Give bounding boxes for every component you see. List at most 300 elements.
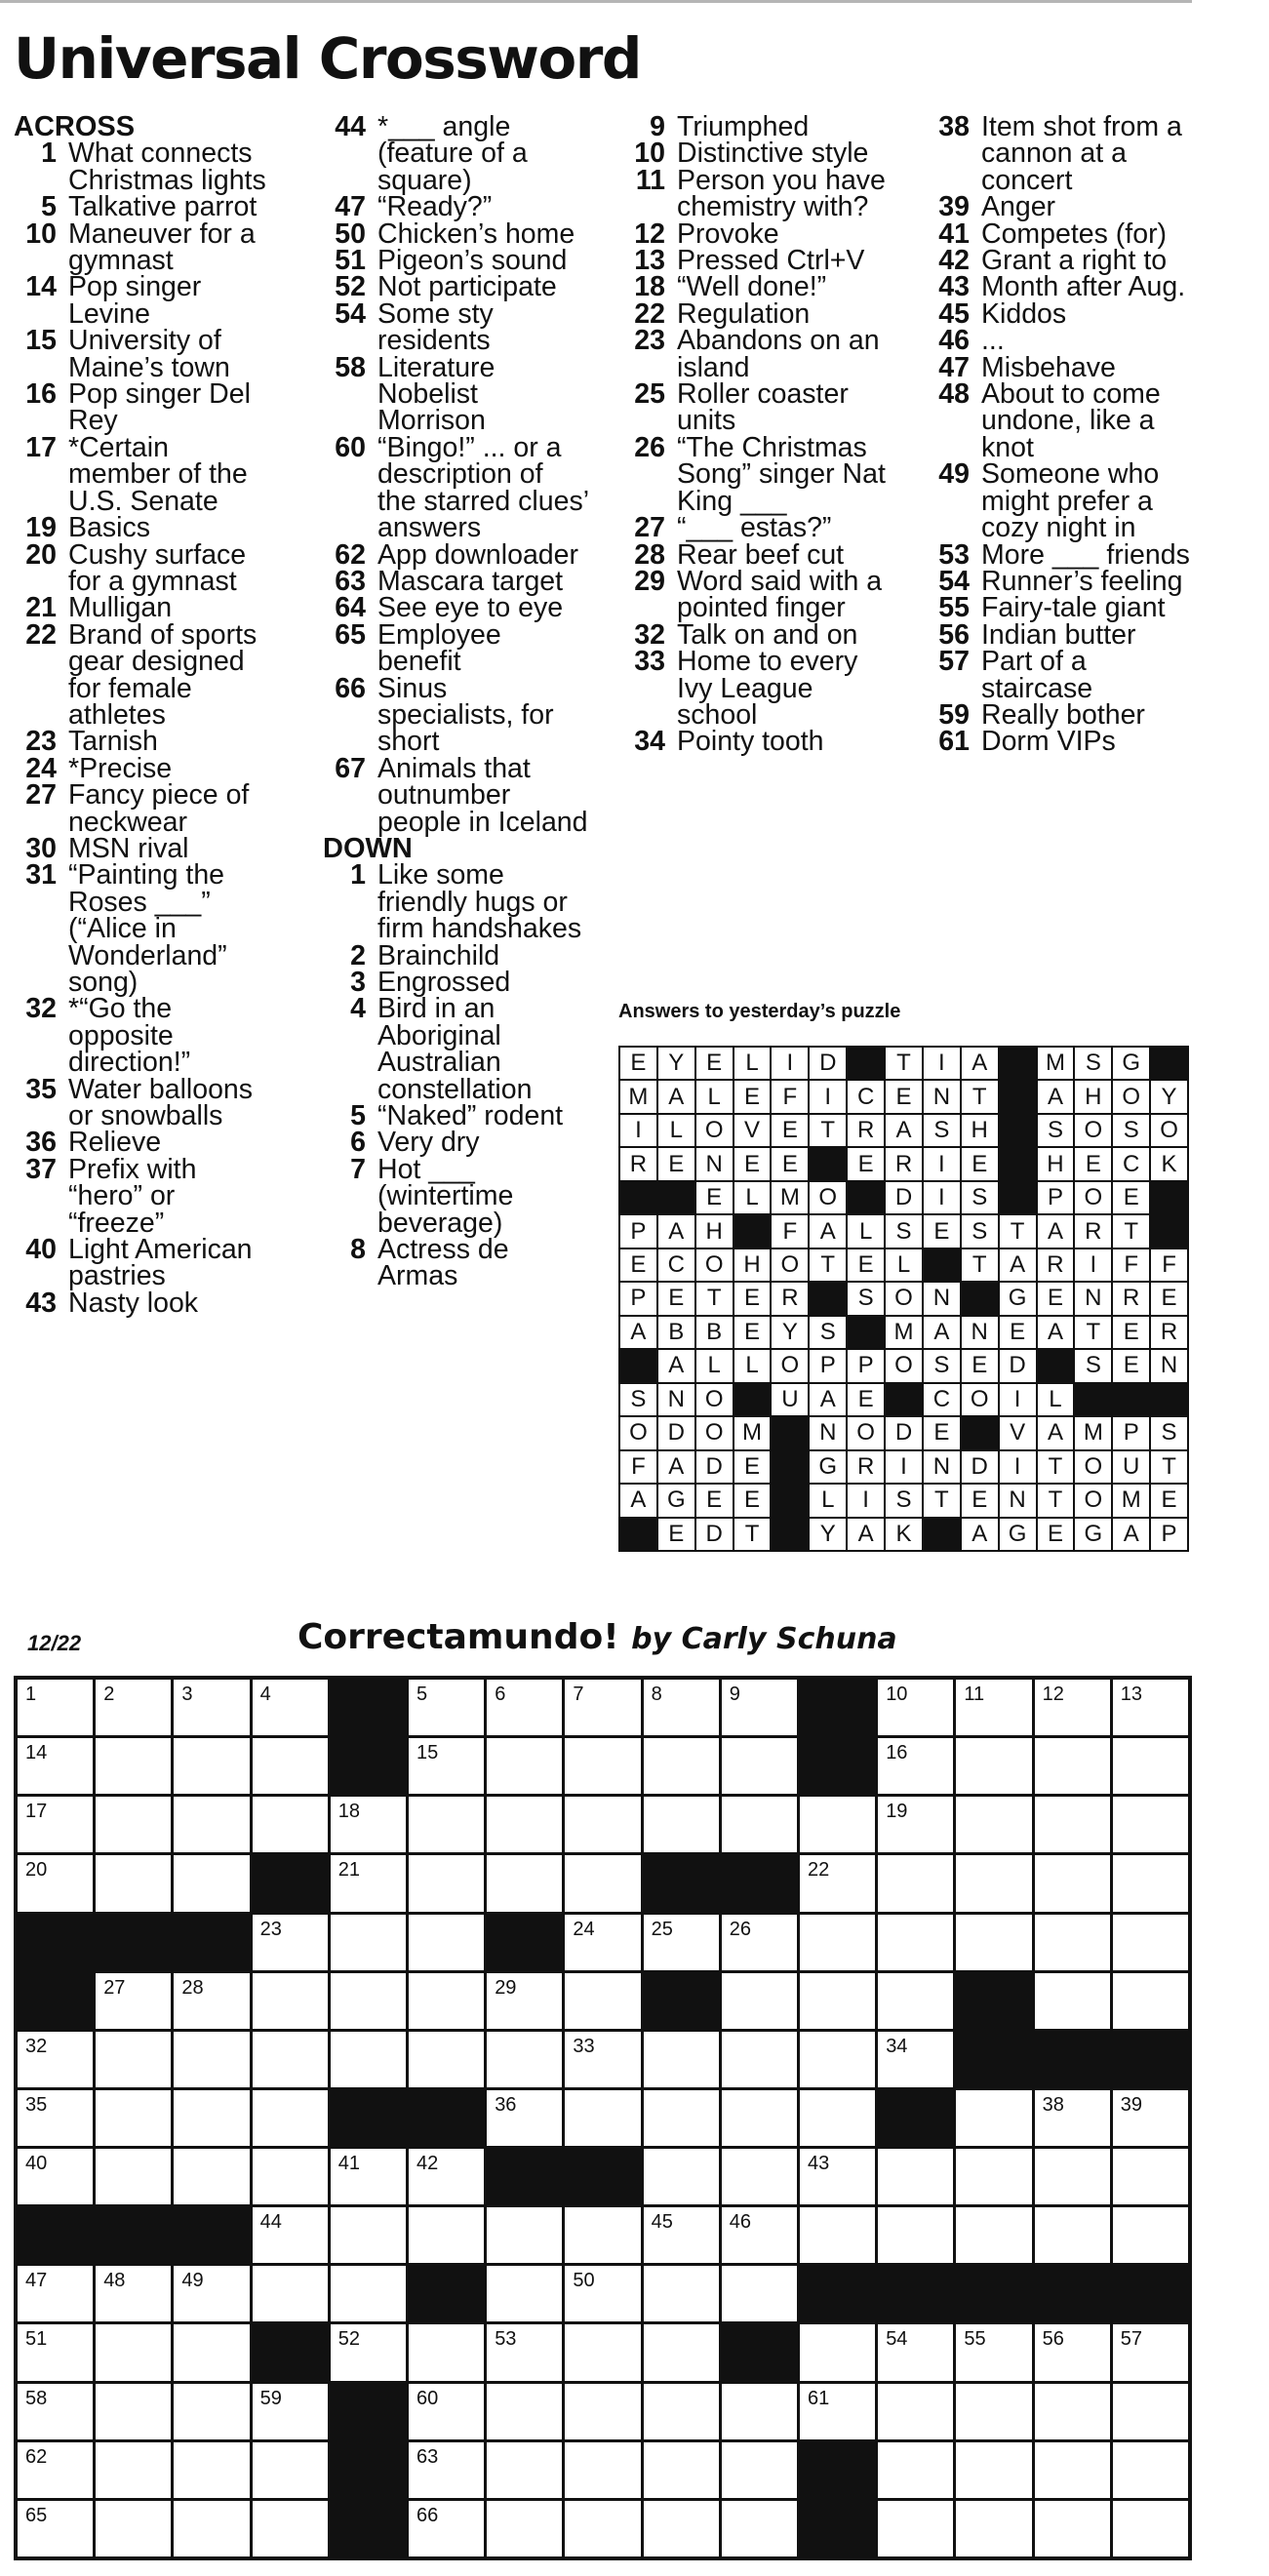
grid-cell[interactable]	[409, 2207, 484, 2263]
grid-cell[interactable]	[331, 2324, 406, 2380]
clue-text: “Painting the Roses ___” (“Alice in Wonderland” song)	[68, 859, 227, 998]
grid-cell[interactable]	[174, 2324, 249, 2380]
grid-cell[interactable]	[956, 1738, 1031, 1794]
grid-cell[interactable]	[878, 2207, 953, 2263]
clue-text: Brand of sports gear designed for female athletes	[68, 618, 258, 731]
grid-cell[interactable]	[1113, 1973, 1188, 2029]
grid-cell[interactable]	[331, 1915, 406, 1970]
grid-cell[interactable]	[253, 1797, 328, 1852]
grid-cell[interactable]	[253, 1680, 328, 1735]
grid-cell[interactable]	[96, 2324, 171, 2380]
grid-cell[interactable]	[96, 2032, 171, 2087]
answer-cell: S	[962, 1215, 998, 1247]
clue-number: 32	[634, 618, 665, 651]
clue	[927, 565, 1192, 597]
grid-cell[interactable]	[565, 2324, 640, 2380]
grid-cell[interactable]	[956, 1855, 1031, 1911]
grid-cell[interactable]	[409, 1915, 484, 1970]
grid-cell[interactable]	[1113, 2324, 1188, 2380]
grid-block	[331, 1680, 406, 1735]
grid-cell[interactable]	[1035, 2149, 1110, 2204]
clue-number: 45	[938, 297, 970, 330]
answer-cell: M	[620, 1081, 656, 1112]
cell-number: 55	[964, 2328, 986, 2351]
grid-cell[interactable]	[878, 2032, 953, 2087]
answer-cell: V	[734, 1115, 771, 1146]
grid-block	[800, 1738, 875, 1794]
grid-cell[interactable]	[722, 1797, 797, 1852]
grid-cell[interactable]	[253, 2501, 328, 2556]
grid-cell[interactable]	[487, 2442, 562, 2498]
grid-cell[interactable]	[331, 1797, 406, 1852]
grid-cell[interactable]	[878, 1797, 953, 1852]
grid-cell[interactable]	[18, 1797, 93, 1852]
grid-cell[interactable]	[878, 2501, 953, 2556]
clue	[14, 726, 277, 758]
grid-cell[interactable]	[1113, 1738, 1188, 1794]
grid-cell[interactable]	[722, 2384, 797, 2439]
grid-cell[interactable]	[253, 2266, 328, 2321]
answer-cell: P	[848, 1350, 884, 1381]
grid-cell[interactable]	[331, 1855, 406, 1911]
grid-cell[interactable]	[253, 1973, 328, 2029]
grid-cell[interactable]	[878, 1738, 953, 1794]
clue	[622, 271, 888, 303]
cell-number: 47	[25, 2270, 48, 2292]
grid-cell[interactable]	[1035, 2324, 1110, 2380]
grid-cell[interactable]	[96, 1680, 171, 1735]
grid-cell[interactable]	[878, 1973, 953, 2029]
grid-cell[interactable]	[565, 2442, 640, 2498]
grid-cell[interactable]	[1035, 2501, 1110, 2556]
answer-cell: E	[848, 1148, 884, 1179]
grid-cell[interactable]	[800, 2384, 875, 2439]
grid-cell[interactable]	[644, 2032, 719, 2087]
grid-cell[interactable]	[565, 2207, 640, 2263]
grid-cell[interactable]	[1113, 2442, 1188, 2498]
grid-cell[interactable]	[96, 2384, 171, 2439]
cell-number: 61	[807, 2387, 830, 2409]
grid-cell[interactable]	[253, 2032, 328, 2087]
grid-cell[interactable]	[96, 1973, 171, 2029]
grid-cell[interactable]	[956, 1680, 1031, 1735]
grid-cell[interactable]	[174, 1738, 249, 1794]
grid-cell[interactable]	[409, 2032, 484, 2087]
grid-cell[interactable]	[174, 2384, 249, 2439]
grid-cell[interactable]	[174, 2442, 249, 2498]
grid-cell[interactable]	[487, 2501, 562, 2556]
grid-cell[interactable]	[487, 2266, 562, 2321]
clue-number: 22	[634, 297, 665, 330]
cell-number: 23	[259, 1918, 282, 1940]
grid-block	[409, 2266, 484, 2321]
grid-cell[interactable]	[18, 1855, 93, 1911]
cell-number: 49	[181, 2270, 204, 2292]
grid-cell[interactable]	[878, 2442, 953, 2498]
grid-cell[interactable]	[409, 2384, 484, 2439]
answer-cell: A	[962, 1519, 998, 1550]
grid-cell[interactable]	[644, 1738, 719, 1794]
grid-cell[interactable]	[1035, 2442, 1110, 2498]
grid-cell[interactable]	[878, 1855, 953, 1911]
clue-number: 54	[335, 297, 366, 330]
grid-cell[interactable]	[1035, 1855, 1110, 1911]
grid-cell[interactable]	[644, 2442, 719, 2498]
clue	[14, 218, 277, 277]
grid-cell[interactable]	[96, 1738, 171, 1794]
grid-cell[interactable]	[956, 2207, 1031, 2263]
answer-block	[962, 1417, 998, 1448]
answer-cell: T	[810, 1115, 846, 1146]
clue-text: *___ angle (feature of a square)	[377, 111, 528, 196]
answer-cell: P	[620, 1215, 656, 1247]
clue-text: Some sty residents	[377, 297, 494, 357]
clue-number: 31	[25, 859, 57, 892]
grid-cell[interactable]	[800, 1797, 875, 1852]
grid-cell[interactable]	[565, 1915, 640, 1970]
grid-cell[interactable]	[1113, 1797, 1188, 1852]
grid-cell[interactable]	[18, 2384, 93, 2439]
grid-cell[interactable]	[409, 2501, 484, 2556]
answer-cell: M	[886, 1317, 922, 1348]
clue	[622, 646, 888, 731]
grid-cell[interactable]	[1035, 1915, 1110, 1970]
clue	[14, 859, 277, 998]
grid-cell[interactable]	[565, 1855, 640, 1911]
grid-cell[interactable]	[565, 2384, 640, 2439]
grid-cell[interactable]	[1113, 2501, 1188, 2556]
grid-cell[interactable]	[1113, 1680, 1188, 1735]
grid-cell[interactable]	[18, 2032, 93, 2087]
grid-cell[interactable]	[644, 2090, 719, 2146]
grid-cell[interactable]	[409, 1855, 484, 1911]
grid-cell[interactable]	[331, 2149, 406, 2204]
grid-cell[interactable]	[96, 2149, 171, 2204]
grid-cell[interactable]	[644, 2207, 719, 2263]
grid-cell[interactable]	[409, 1973, 484, 2029]
grid-cell[interactable]	[956, 1915, 1031, 1970]
grid-cell[interactable]	[722, 2207, 797, 2263]
grid-cell[interactable]	[487, 1680, 562, 1735]
grid-cell[interactable]	[565, 1680, 640, 1735]
answer-cell: C	[924, 1384, 960, 1415]
clue	[622, 218, 888, 250]
grid-cell[interactable]	[878, 2149, 953, 2204]
grid-block	[956, 1973, 1031, 2029]
grid-cell[interactable]	[956, 2090, 1031, 2146]
grid-cell[interactable]	[96, 1855, 171, 1911]
clue-number: 26	[634, 431, 665, 463]
grid-cell[interactable]	[96, 2090, 171, 2146]
grid-cell[interactable]	[253, 2207, 328, 2263]
grid-cell[interactable]	[253, 2442, 328, 2498]
grid-cell[interactable]	[800, 1915, 875, 1970]
cell-number: 28	[181, 1976, 204, 1999]
grid-cell[interactable]	[1035, 2090, 1110, 2146]
answer-cell: R	[620, 1148, 656, 1179]
answer-cell: T	[1000, 1215, 1036, 1247]
answer-block	[772, 1451, 808, 1483]
grid-cell[interactable]	[956, 2501, 1031, 2556]
clue	[14, 592, 277, 624]
clue-number: 24	[25, 752, 57, 784]
grid-cell[interactable]	[878, 1680, 953, 1735]
answer-cell: R	[1075, 1215, 1111, 1247]
grid-cell[interactable]	[800, 2324, 875, 2380]
clue	[14, 1287, 277, 1319]
grid-cell[interactable]	[18, 2501, 93, 2556]
grid-cell[interactable]	[565, 2032, 640, 2087]
grid-cell[interactable]	[565, 1738, 640, 1794]
grid-cell[interactable]	[1035, 1797, 1110, 1852]
grid-cell[interactable]	[18, 1738, 93, 1794]
grid-cell[interactable]	[1035, 1738, 1110, 1794]
answer-cell: L	[696, 1350, 733, 1381]
cell-number: 63	[416, 2445, 439, 2468]
answer-cell: T	[1151, 1451, 1187, 1483]
cell-number: 39	[1120, 2093, 1143, 2116]
grid-cell[interactable]	[18, 2442, 93, 2498]
grid-cell[interactable]	[644, 1680, 719, 1735]
answer-cell: K	[886, 1519, 922, 1550]
grid-cell[interactable]	[331, 2266, 406, 2321]
grid-cell[interactable]	[1035, 1680, 1110, 1735]
grid-cell[interactable]	[722, 1973, 797, 2029]
grid-cell[interactable]	[331, 1973, 406, 2029]
grid-cell[interactable]	[487, 2207, 562, 2263]
grid-cell[interactable]	[722, 2090, 797, 2146]
grid-cell[interactable]	[1113, 2384, 1188, 2439]
answer-block	[1151, 1215, 1187, 1247]
grid-cell[interactable]	[722, 2149, 797, 2204]
grid-cell[interactable]	[956, 2324, 1031, 2380]
grid-cell[interactable]	[722, 1915, 797, 1970]
grid-cell[interactable]	[253, 1738, 328, 1794]
clue-text: Really bother	[981, 698, 1145, 731]
clue	[14, 618, 277, 731]
grid-cell[interactable]	[487, 1855, 562, 1911]
grid-cell[interactable]	[174, 2149, 249, 2204]
grid-cell[interactable]	[644, 1797, 719, 1852]
answer-cell: E	[1075, 1148, 1111, 1179]
cell-number: 44	[259, 2211, 282, 2234]
grid-cell[interactable]	[565, 2501, 640, 2556]
grid-cell[interactable]	[253, 2149, 328, 2204]
answer-cell: R	[848, 1451, 884, 1483]
grid-cell[interactable]	[800, 2090, 875, 2146]
grid-cell[interactable]	[565, 2090, 640, 2146]
grid-cell[interactable]	[331, 2032, 406, 2087]
clue-number: 59	[938, 698, 970, 731]
grid-cell[interactable]	[1113, 1915, 1188, 1970]
grid-cell[interactable]	[800, 2207, 875, 2263]
answer-cell: E	[658, 1519, 694, 1550]
grid-cell[interactable]	[800, 2032, 875, 2087]
answer-cell: Y	[658, 1048, 694, 1079]
grid-cell[interactable]	[253, 2384, 328, 2439]
grid-cell[interactable]	[487, 2384, 562, 2439]
grid-cell[interactable]	[409, 1738, 484, 1794]
clue-number: 5	[350, 1100, 366, 1132]
grid-block	[1035, 2032, 1110, 2087]
clue-text: “Ready?”	[377, 191, 493, 223]
clue-text: Pointy tooth	[677, 726, 824, 758]
grid-cell[interactable]	[253, 1915, 328, 1970]
grid-cell[interactable]	[174, 2501, 249, 2556]
grid-cell[interactable]	[18, 1680, 93, 1735]
clue	[323, 1127, 588, 1159]
answer-cell: F	[772, 1215, 808, 1247]
grid-cell[interactable]	[331, 2207, 406, 2263]
clue	[927, 378, 1192, 463]
grid-cell[interactable]	[174, 2032, 249, 2087]
grid-cell[interactable]	[1113, 2149, 1188, 2204]
grid-cell[interactable]	[174, 1973, 249, 2029]
grid-cell[interactable]	[878, 2324, 953, 2380]
answer-cell: L	[1038, 1384, 1074, 1415]
grid-cell[interactable]	[487, 1738, 562, 1794]
answer-cell: S	[848, 1283, 884, 1314]
clue-number: 21	[25, 592, 57, 624]
grid-cell[interactable]	[409, 2442, 484, 2498]
answer-cell: A	[620, 1485, 656, 1516]
grid-cell[interactable]	[1035, 2207, 1110, 2263]
grid-cell[interactable]	[644, 2501, 719, 2556]
grid-cell[interactable]	[878, 1915, 953, 1970]
grid-cell[interactable]	[565, 2266, 640, 2321]
answer-cell: S	[886, 1215, 922, 1247]
answer-cell: O	[1113, 1081, 1149, 1112]
clue-number: 48	[938, 378, 970, 411]
clue	[622, 378, 888, 437]
grid-cell[interactable]	[878, 2384, 953, 2439]
grid-cell[interactable]	[800, 2149, 875, 2204]
answer-cell: O	[696, 1384, 733, 1415]
clue-number: 36	[25, 1127, 57, 1159]
clue	[323, 1100, 588, 1132]
grid-cell[interactable]	[1035, 1973, 1110, 2029]
grid-cell[interactable]	[565, 1797, 640, 1852]
grid-cell[interactable]	[96, 2501, 171, 2556]
answer-cell: E	[1000, 1317, 1036, 1348]
cell-number: 54	[886, 2328, 908, 2351]
cell-number: 36	[495, 2093, 517, 2116]
clue-text: More ___ friends	[981, 538, 1190, 571]
grid-cell[interactable]	[956, 2384, 1031, 2439]
grid-cell[interactable]	[96, 2266, 171, 2321]
grid-cell[interactable]	[800, 1855, 875, 1911]
grid-cell[interactable]	[96, 2442, 171, 2498]
clue-text: “The Christmas Song” singer Nat King ___	[677, 431, 886, 517]
grid-cell[interactable]	[174, 1797, 249, 1852]
grid-cell[interactable]	[174, 2266, 249, 2321]
answer-block	[924, 1249, 960, 1281]
grid-block	[409, 2090, 484, 2146]
grid-cell[interactable]	[18, 2266, 93, 2321]
grid-cell[interactable]	[1113, 2090, 1188, 2146]
grid-cell[interactable]	[487, 2090, 562, 2146]
grid-cell[interactable]	[956, 2442, 1031, 2498]
clue-number: 23	[25, 726, 57, 758]
clue	[14, 832, 277, 864]
grid-cell[interactable]	[174, 1855, 249, 1911]
grid-cell[interactable]	[644, 2266, 719, 2321]
answer-cell: T	[886, 1048, 922, 1079]
grid-cell[interactable]	[409, 1797, 484, 1852]
grid-cell[interactable]	[956, 2149, 1031, 2204]
grid-cell[interactable]	[722, 2501, 797, 2556]
grid-cell[interactable]	[956, 1797, 1031, 1852]
grid-cell[interactable]	[722, 2032, 797, 2087]
grid-cell[interactable]	[722, 2442, 797, 2498]
answer-cell: Y	[772, 1317, 808, 1348]
grid-cell[interactable]	[722, 2266, 797, 2321]
grid-cell[interactable]	[253, 2090, 328, 2146]
grid-cell[interactable]	[18, 2149, 93, 2204]
grid-cell[interactable]	[18, 2090, 93, 2146]
clue-number: 10	[634, 138, 665, 170]
grid-cell[interactable]	[96, 1797, 171, 1852]
grid-cell[interactable]	[644, 2324, 719, 2380]
grid-cell[interactable]	[487, 1797, 562, 1852]
grid-cell[interactable]	[644, 1915, 719, 1970]
grid-cell[interactable]	[18, 2324, 93, 2380]
answer-cell: E	[734, 1081, 771, 1112]
grid-cell[interactable]	[800, 1973, 875, 2029]
grid-cell[interactable]	[409, 2149, 484, 2204]
answer-cell: A	[1113, 1519, 1149, 1550]
grid-cell[interactable]	[1113, 2207, 1188, 2263]
clue-number: 33	[634, 646, 665, 678]
grid-cell[interactable]	[1113, 1855, 1188, 1911]
grid-cell[interactable]	[644, 2149, 719, 2204]
grid-cell[interactable]	[174, 1680, 249, 1735]
answer-cell: F	[620, 1451, 656, 1483]
answer-block	[848, 1182, 884, 1213]
answer-cell: H	[734, 1249, 771, 1281]
grid-block	[800, 1680, 875, 1735]
across-heading: ACROSS	[14, 111, 136, 142]
grid-block	[331, 2384, 406, 2439]
clue	[622, 726, 888, 758]
answer-cell: G	[658, 1485, 694, 1516]
answer-block	[810, 1148, 846, 1179]
answer-cell: T	[1038, 1485, 1074, 1516]
grid-block	[18, 2207, 93, 2263]
grid-cell[interactable]	[644, 2384, 719, 2439]
answer-cell: F	[772, 1081, 808, 1112]
grid-cell[interactable]	[722, 1680, 797, 1735]
grid-cell[interactable]	[409, 1680, 484, 1735]
grid-cell[interactable]	[487, 2324, 562, 2380]
grid-cell[interactable]	[487, 1973, 562, 2029]
grid-cell[interactable]	[174, 2090, 249, 2146]
answer-cell: T	[1038, 1451, 1074, 1483]
grid-cell[interactable]	[565, 1973, 640, 2029]
clue	[927, 618, 1192, 651]
answer-cell: T	[1113, 1215, 1149, 1247]
grid-cell[interactable]	[722, 1738, 797, 1794]
cell-number: 2	[103, 1684, 115, 1705]
grid-block	[331, 2501, 406, 2556]
grid-cell[interactable]	[1035, 2384, 1110, 2439]
answer-cell: G	[1075, 1519, 1111, 1550]
answer-cell: A	[1000, 1249, 1036, 1281]
clue-number: 43	[25, 1287, 57, 1319]
grid-cell[interactable]	[409, 2324, 484, 2380]
grid-cell[interactable]	[487, 2032, 562, 2087]
clue-number: 41	[938, 218, 970, 250]
